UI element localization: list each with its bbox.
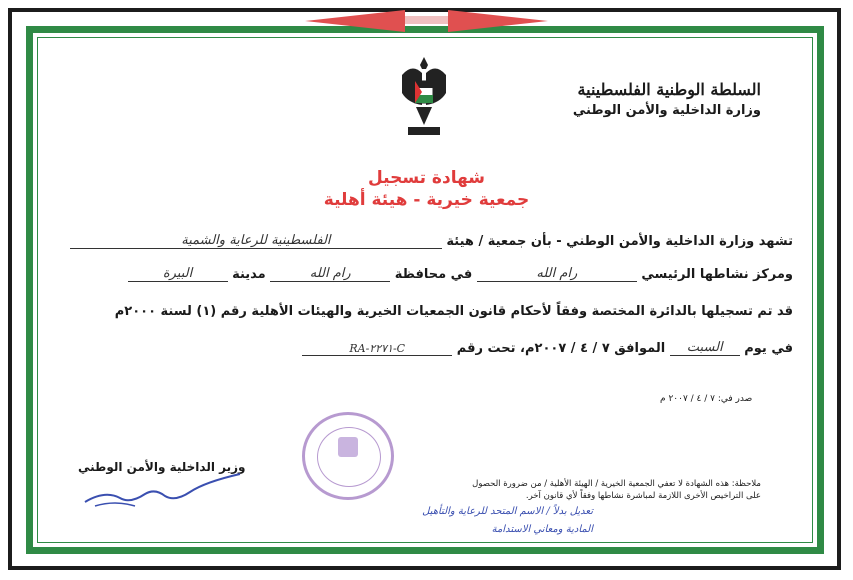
day-field: السبت: [670, 340, 740, 356]
issue-date: صدر في: ٧ / ٤ / ٢٠٠٧ م: [660, 394, 753, 404]
issuer-header: [573, 80, 761, 118]
line1-label: تشهد وزارة الداخلية والأمن الوطني - بأن جمعية / هيئة: [446, 234, 793, 249]
line2-label: ومركز نشاطها الرئيسي: [641, 267, 793, 282]
certificate-title: شهادة تسجيل: [367, 168, 486, 188]
governorate-label: في محافظة: [394, 267, 473, 282]
eagle-emblem-icon: [398, 55, 450, 140]
body-line-3: قد تم تسجيلها بالدائرة المختصة وفقاً لأحكام قانون الجمعيات الخيرية والهيئات الأهلية رقم (١) لسنة ٢٠٠٠م: [114, 304, 793, 319]
body-line-2: [128, 266, 793, 282]
city-field: البيرة: [128, 266, 228, 282]
signature-icon: [75, 470, 250, 515]
minister-title: وزير الداخلية والأمن الوطني: [78, 460, 246, 474]
activity-center-field: رام الله: [477, 266, 637, 282]
handwritten-line-1: تعديل بدلاً / الاسم المتحد للرعاية والتأهيل: [422, 506, 593, 517]
city-label: مدينة: [232, 267, 266, 282]
registration-number-field: RA-٢٢٧١-C: [302, 342, 452, 356]
certificate-subtitle: جمعية خيرية - هيئة أهلية: [323, 190, 530, 210]
governorate-field: رام الله: [270, 266, 390, 282]
handwritten-annotation: [422, 503, 593, 539]
handwritten-line-2: المادية ومعاني الاستدامة: [491, 524, 593, 535]
date-text: ٧ / ٤ / ٢٠٠٧م، تحت رقم: [456, 341, 610, 356]
official-stamp: [302, 412, 394, 500]
flag-ribbon-center: [405, 16, 448, 24]
body-line-4: [302, 340, 793, 356]
date-label: الموافق: [614, 341, 666, 356]
body-line-1: [70, 233, 793, 249]
day-label: في يوم: [744, 341, 793, 356]
note-text: ملاحظة: هذه الشهادة لا تعفي الجمعية الخيرية / الهيئة الأهلية / من ضرورة الحصول على التراخيص الأخرى اللازمة لمباشرة نشاطها وفقاً لأي قانون آخر.: [472, 479, 761, 501]
authority-name: السلطة الوطنية الفلسطينية: [577, 80, 761, 99]
ministry-name: وزارة الداخلية والأمن الوطني: [572, 103, 761, 118]
association-name-field: الفلسطينية للرعاية والشمية: [70, 233, 442, 249]
